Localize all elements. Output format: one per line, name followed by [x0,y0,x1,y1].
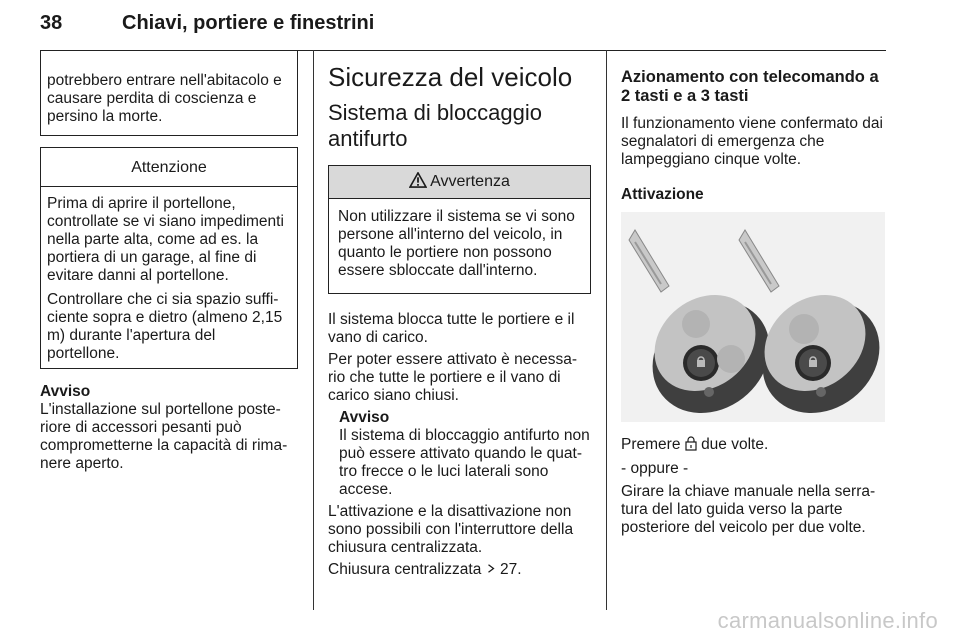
page-header [40,8,886,51]
warning-title: Avvertenza [430,173,510,190]
attention-box [40,147,298,369]
para-2: Per poter essere attivato è necessa- rio che tutte le portiere e il vano di carico siano chiusi. [328,351,577,404]
press-prefix: Premere [621,436,681,453]
activation-heading: Attivazione [621,186,704,203]
warning-box [328,165,591,294]
press-instruction [621,436,887,454]
column-divider [313,50,314,610]
avviso-label: Avviso [40,383,91,400]
page-reference-arrow-icon [486,561,496,576]
avviso-block [328,409,591,499]
remote-keys-illustration [621,212,885,422]
press-suffix: due volte. [701,436,769,453]
warning-triangle-icon [409,172,427,188]
subsection-title: Sistema di bloccaggio antifurto [328,100,543,151]
column-divider [606,50,607,610]
column-3-lower [621,436,887,537]
watermark: carmanualsonline.info [717,608,938,633]
continued-text: potrebbero entrare nell'abitacolo e causare perdita di coscienza e persino la morte. [47,72,282,125]
warning-text: Non utilizzare il sistema se vi sono persone all'interno del veicolo, in quanto le portiere non possono essere sbloccate dall'interno. [338,208,575,279]
continued-warning-box [40,50,298,136]
running-title: Chiavi, portiere e finestrini [122,12,375,34]
manual-key-instruction: Girare la chiave manuale nella serra- tura del lato guida verso la parte posteriore del veicolo per due volte. [621,483,876,536]
key-left [629,230,792,422]
remote-para-1: Il funzionamento viene confermato dai segnalatori di emergenza che lampeggiano cinque volte. [621,115,883,168]
attention-para-2: Controllare che ci sia spazio suffi- ciente sopra e dietro (almeno 2,15 m) durante l'apertura del portellone. [47,291,283,362]
para-1: Il sistema blocca tutte le portiere e il vano di carico. [328,311,575,346]
cross-reference [328,561,591,579]
warning-header [329,166,590,199]
attention-title: Attenzione [41,148,297,187]
para-3: L'attivazione e la disattivazione non sono possibili con l'interruttore della chiusura centralizzata. [328,503,574,556]
avviso-label: Avviso [339,409,390,426]
section-title: Sicurezza del veicolo [328,62,573,92]
lock-button-icon [685,436,697,451]
avviso-text: Il sistema di bloccaggio antifurto non può essere attivato quando le quat- tro frecce o le luci laterali sono accese. [339,427,590,498]
oppure: - oppure - [621,460,689,477]
column-2 [328,50,591,579]
remote-heading: Azionamento con telecomando a 2 tasti e a 3 tasti [621,68,879,105]
keys-drawing [621,212,885,422]
avviso-text: L'installazione sul portellone poste- riore di accessori pesanti può comprometterne la capacità di rima- nere aperto. [40,401,288,472]
column-3 [621,50,887,204]
page-number: 38 [40,12,63,34]
attention-para-1: Prima di aprire il portellone, controllate se vi siano impedimenti nella parte alta, come ad es. la portiera di un garage, al fine di evitare danni al portellone. [47,195,284,284]
xref-text: Chiusura centralizzata [328,561,482,578]
column-1 [40,50,298,473]
xref-page: 27. [499,561,522,578]
